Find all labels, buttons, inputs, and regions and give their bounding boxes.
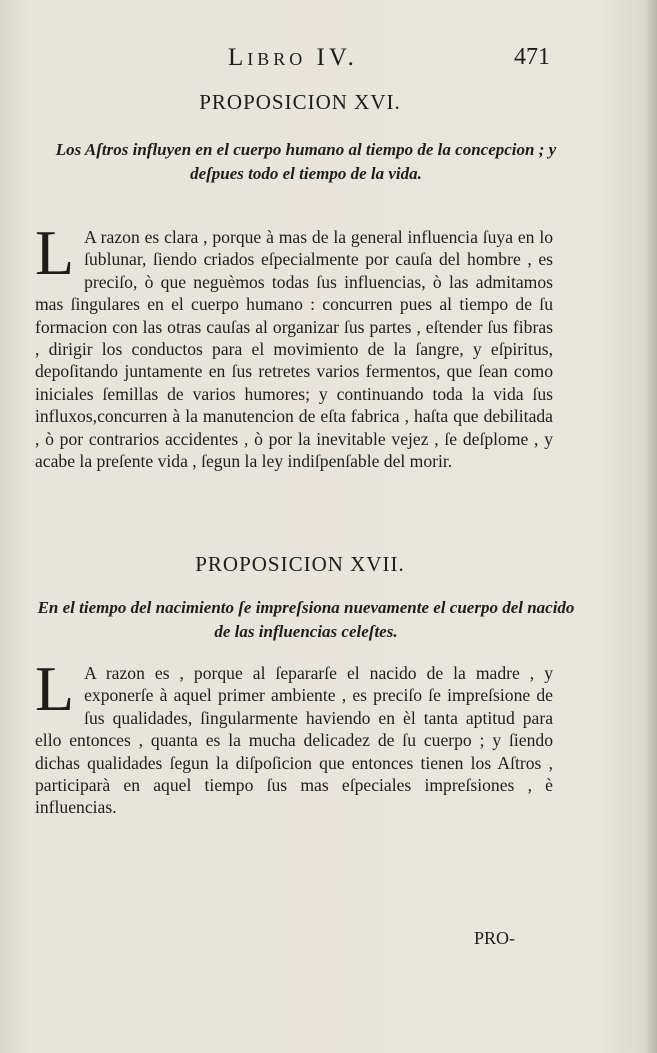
body-text: A razon es , porque al ſepararſe el nacido de la madre , y exponerſe à aquel primer ambiente , es preciſo ſe impreſsione de ſus qualidades, ſingularmente haviendo en èl tanta aptitud para ello entonces , quanta es la mucha delicadez de ſu cuerpo ; y ſiendo dichas qualidades ſegun la diſpoſicion que entonces tienen los Aſtros , participarà en aquel tiempo ſus mas eſpeciales impreſsiones , è influencias. [35, 663, 553, 818]
body-text: A razon es clara , porque à mas de la general influencia ſuya en lo ſublunar, ſiendo criados eſpecialmente por cauſa del hombre , es preciſo, ò que neguèmos todas ſus influencias, ò las admitamos mas ſingulares en el cuerpo humano : concurren pues al tiempo de ſu formacion con las otras cauſas al organizar ſus partes , eſtender ſus fibras , dirigir los conductos para el movimiento de la ſangre, y eſpiritus, depoſitando juntamente en ſus retretes varios fermentos, que ſean como iniciales ſemillas de varios humores; y continuando toda la vida ſus influxos,concurren à la manutencion de eſta fabrica , haſta que debilitada , ò por contrarios accidentes , ò por la inevitable vejez , ſe deſplome , y acabe la preſente vida , ſegun la ley indiſpenſable del morir. [35, 227, 553, 472]
section-heading: PROPOSICION XVII. [195, 552, 405, 576]
catchword: PRO- [474, 928, 516, 948]
page-number: 471 [514, 44, 550, 70]
drop-cap: L [35, 217, 75, 288]
running-title: Libro IV. [228, 44, 358, 71]
section-body [35, 653, 553, 819]
section-body [35, 217, 553, 472]
drop-cap: L [35, 653, 75, 724]
section-heading: PROPOSICION XVI. [199, 90, 401, 114]
page-edge-shadow [645, 0, 657, 1053]
section-subtitle: Los Aſtros influyen en el cuerpo humano al tiempo de la concepcion ; y deſpues todo el tiempo de la vida. [55, 140, 557, 183]
section-subtitle: En el tiempo del nacimiento ſe impreſsiona nuevamente el cuerpo del nacido de las influencias celeſtes. [37, 598, 575, 641]
